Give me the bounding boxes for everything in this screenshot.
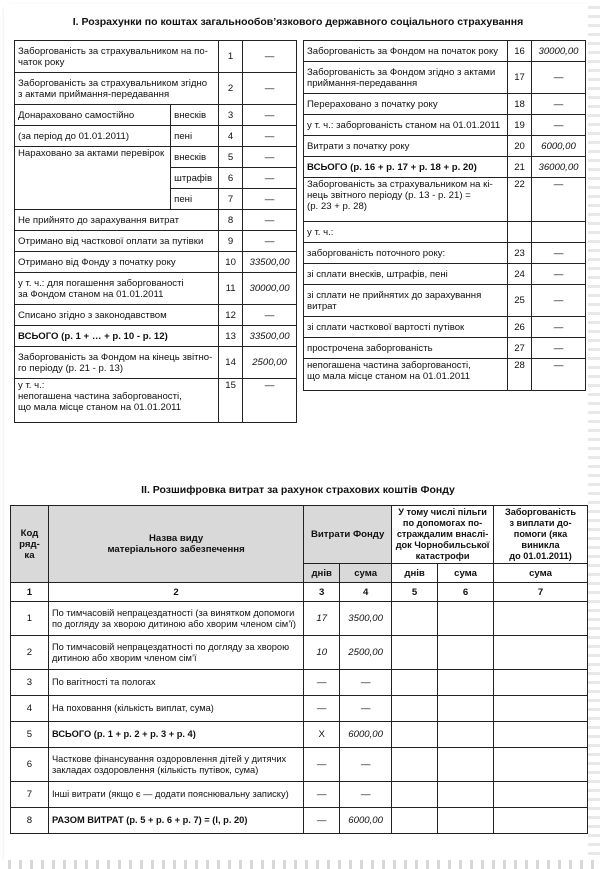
row-days: — [304, 748, 340, 782]
row-code: 4 [11, 696, 49, 722]
right-row-25 [304, 285, 586, 317]
row-label: у т. ч.: для погашення заборгованості за Фондом станом на 01.01.2011 [15, 273, 219, 305]
row-label: Заборгованість за страхувальником згідно з актами приймання-передавання [15, 73, 219, 105]
empty-cell [494, 602, 588, 636]
row-value: — [243, 305, 297, 326]
row-number: 10 [219, 252, 243, 273]
empty-cell [494, 782, 588, 808]
row-value: — [243, 168, 297, 189]
header-sum2: сума [438, 564, 494, 583]
row-number: 8 [219, 210, 243, 231]
row-value: — [532, 62, 586, 94]
row-value: — [532, 178, 586, 222]
empty-cell [392, 636, 438, 670]
row-label: Перераховано з початку року [304, 94, 508, 115]
empty-cell [494, 722, 588, 748]
empty-cell [438, 808, 494, 834]
row-number: 1 [219, 41, 243, 73]
row-value: — [243, 126, 297, 147]
row-number: 23 [508, 243, 532, 264]
empty-cell [392, 808, 438, 834]
row-number: 5 [219, 147, 243, 168]
header-sum: сума [340, 564, 392, 583]
row-number: 18 [508, 94, 532, 115]
row-number: 14 [219, 347, 243, 379]
row-label: Витрати з початку року [304, 136, 508, 157]
right-row-28 [304, 359, 586, 391]
empty-cell [438, 602, 494, 636]
row-value: — [243, 189, 297, 210]
row-label: прострочена заборгованість [304, 338, 508, 359]
expense-row-3 [11, 670, 588, 696]
left-row-14 [15, 347, 297, 379]
right-row-23 [304, 243, 586, 264]
row-days: 10 [304, 636, 340, 670]
empty-cell [392, 670, 438, 696]
column-number: 2 [48, 583, 303, 602]
row-label: у т. ч.: непогашена частина заборгованості, що мала місце станом на 01.01.2011 [15, 379, 219, 423]
row-sublabel: пені [171, 126, 219, 147]
row-label: зі сплати часткової вартості путівок [304, 317, 508, 338]
column-number: 1 [11, 583, 49, 602]
row-name: РАЗОМ ВИТРАТ (р. 5 + р. 6 + р. 7) = (І, р. 20) [48, 808, 303, 834]
row-label: Заборгованість за страхувальником на по- чаток року [15, 41, 219, 73]
row-label: Заборгованість за Фондом на кінець звітно- го періоду (р. 21 - р. 13) [15, 347, 219, 379]
row-code: 7 [11, 782, 49, 808]
empty-cell [392, 748, 438, 782]
row-code: 1 [11, 602, 49, 636]
row-sublabel: штрафів [171, 168, 219, 189]
header-fund: Витрати Фонду [304, 506, 392, 564]
row-sublabel: внесків [171, 147, 219, 168]
row-value [532, 222, 586, 243]
row-label: у т. ч.: [304, 222, 508, 243]
row-value: — [532, 317, 586, 338]
row-value: — [532, 94, 586, 115]
row-value: — [243, 379, 297, 423]
header-days2: днів [392, 564, 438, 583]
row-name: По тимчасовій непрацездатності (за винятком допомоги по догляду за хворою дитиною або хворим членом сім’ї) [48, 602, 303, 636]
header-days: днів [304, 564, 340, 583]
row-label: Заборгованість за Фондом на початок року [304, 41, 508, 62]
empty-cell [438, 696, 494, 722]
header-debt: Заборгованість з виплати до- помоги (яка виникла до 01.01.2011) [494, 506, 588, 564]
torn-edge-right [588, 0, 600, 869]
row-label: Не прийнято до зарахування витрат [15, 210, 219, 231]
empty-cell [392, 602, 438, 636]
row-label: Отримано від часткової оплати за путівки [15, 231, 219, 252]
row-value: — [243, 210, 297, 231]
row-number: 15 [219, 379, 243, 423]
section2-table [10, 505, 588, 834]
row-value: — [532, 264, 586, 285]
row-days: — [304, 696, 340, 722]
left-row-9 [15, 231, 297, 252]
row-label: Нараховано за актами перевірок [15, 147, 171, 210]
header-name: Назва виду матеріального забезпечення [48, 506, 303, 583]
column-number: 7 [494, 583, 588, 602]
row-number [508, 222, 532, 243]
row-value: 30000,00 [532, 41, 586, 62]
row-code: 2 [11, 636, 49, 670]
right-row-18 [304, 94, 586, 115]
row-number: 21 [508, 157, 532, 178]
row-number: 24 [508, 264, 532, 285]
column-number: 4 [340, 583, 392, 602]
expense-row-2 [11, 636, 588, 670]
row-value: 2500,00 [243, 347, 297, 379]
left-row-1 [15, 41, 297, 73]
expense-row-5 [11, 722, 588, 748]
row-days: — [304, 670, 340, 696]
right-row-27 [304, 338, 586, 359]
left-row-2 [15, 73, 297, 105]
row-days: 17 [304, 602, 340, 636]
empty-cell [494, 696, 588, 722]
left-row-8 [15, 210, 297, 231]
empty-cell [494, 670, 588, 696]
row-value: — [532, 115, 586, 136]
row-label: у т. ч.: заборгованість станом на 01.01.2011 [304, 115, 508, 136]
header-code: Код ряд- ка [11, 506, 49, 583]
left-row-3 [15, 105, 297, 126]
empty-cell [392, 722, 438, 748]
expense-row-6 [11, 748, 588, 782]
row-name: На поховання (кількість виплат, сума) [48, 696, 303, 722]
empty-cell [494, 636, 588, 670]
row-sublabel: внесків [171, 105, 219, 126]
row-number: 12 [219, 305, 243, 326]
row-number: 7 [219, 189, 243, 210]
row-number: 17 [508, 62, 532, 94]
row-name: По вагітності та пологах [48, 670, 303, 696]
row-value: — [243, 41, 297, 73]
row-value: 33500,00 [243, 326, 297, 347]
row-label: Отримано від Фонду з початку року [15, 252, 219, 273]
row-number: 11 [219, 273, 243, 305]
column-number: 3 [304, 583, 340, 602]
row-sum: 6000,00 [340, 722, 392, 748]
row-label: зі сплати не прийнятих до зарахування витрат [304, 285, 508, 317]
row-label: непогашена частина заборгованості, що мала місце станом на 01.01.2011 [304, 359, 508, 391]
row-value: 30000,00 [243, 273, 297, 305]
row-value: 36000,00 [532, 157, 586, 178]
row-number: 16 [508, 41, 532, 62]
empty-cell [494, 808, 588, 834]
row-value: 6000,00 [532, 136, 586, 157]
left-row-12 [15, 305, 297, 326]
row-number: 26 [508, 317, 532, 338]
right-row-22 [304, 178, 586, 222]
torn-edge-bottom [0, 860, 600, 869]
row-label: Списано згідно з законодавством [15, 305, 219, 326]
row-label: Заборгованість за Фондом згідно з актами приймання-передавання [304, 62, 508, 94]
row-number: 2 [219, 73, 243, 105]
row-value: — [532, 338, 586, 359]
row-number: 27 [508, 338, 532, 359]
row-label: Донараховано самостійно [15, 105, 171, 126]
row-days: Х [304, 722, 340, 748]
empty-cell [392, 696, 438, 722]
row-value: — [243, 105, 297, 126]
right-row-incl [304, 222, 586, 243]
row-number: 6 [219, 168, 243, 189]
header-sum3: сума [494, 564, 588, 583]
column-number: 5 [392, 583, 438, 602]
left-row-4 [15, 126, 297, 147]
header-chernobyl: У тому числі пільги по допомогах по- страждалим внаслі- док Чорнобильської катастрофи [392, 506, 494, 564]
row-sum: 6000,00 [340, 808, 392, 834]
right-row-24 [304, 264, 586, 285]
row-label: Заборгованість за страхувальником на кі- нець звітного періоду (р. 13 - р. 21) = (р. 23 + р. 28) [304, 178, 508, 222]
row-number: 22 [508, 178, 532, 222]
row-days: — [304, 808, 340, 834]
row-number: 25 [508, 285, 532, 317]
row-number: 19 [508, 115, 532, 136]
right-row-17 [304, 62, 586, 94]
row-value: — [532, 285, 586, 317]
empty-cell [392, 782, 438, 808]
row-sum: — [340, 670, 392, 696]
left-row-5 [15, 147, 297, 168]
empty-cell [438, 636, 494, 670]
row-value: — [243, 73, 297, 105]
row-name: ВСЬОГО (р. 1 + р. 2 + р. 3 + р. 4) [48, 722, 303, 748]
row-number: 28 [508, 359, 532, 391]
expense-row-1 [11, 602, 588, 636]
section1-title: І. Розрахунки по коштах загальнообов’язкового державного соціального страхування [72, 16, 524, 28]
row-number: 3 [219, 105, 243, 126]
row-sum: — [340, 748, 392, 782]
row-number: 13 [219, 326, 243, 347]
expense-row-8 [11, 808, 588, 834]
row-code: 5 [11, 722, 49, 748]
row-label: (за період до 01.01.2011) [15, 126, 171, 147]
right-row-20 [304, 136, 586, 157]
row-code: 8 [11, 808, 49, 834]
row-sum: — [340, 696, 392, 722]
row-number: 9 [219, 231, 243, 252]
row-name: По тимчасовій непрацездатності по догляду за хворою дитиною або хворим членом сім’ї [48, 636, 303, 670]
row-label: зі сплати внесків, штрафів, пені [304, 264, 508, 285]
row-value: — [243, 147, 297, 168]
row-code: 6 [11, 748, 49, 782]
row-value: — [532, 359, 586, 391]
section2-title: ІІ. Розшифровка витрат за рахунок страхових коштів Фонду [141, 484, 455, 496]
column-number: 6 [438, 583, 494, 602]
row-sum: 2500,00 [340, 636, 392, 670]
left-row-15 [15, 379, 297, 423]
right-row-26 [304, 317, 586, 338]
row-number: 4 [219, 126, 243, 147]
right-row-19 [304, 115, 586, 136]
row-label: ВСЬОГО (р. 1 + … + р. 10 - р. 12) [15, 326, 219, 347]
right-row-21 [304, 157, 586, 178]
row-number: 20 [508, 136, 532, 157]
row-label: заборгованість поточного року: [304, 243, 508, 264]
empty-cell [438, 670, 494, 696]
row-value: — [243, 231, 297, 252]
empty-cell [438, 782, 494, 808]
section1-left-table [14, 40, 297, 423]
row-days: — [304, 782, 340, 808]
row-code: 3 [11, 670, 49, 696]
empty-cell [438, 722, 494, 748]
left-row-11 [15, 273, 297, 305]
expense-row-7 [11, 782, 588, 808]
row-sum: — [340, 782, 392, 808]
row-value: — [532, 243, 586, 264]
row-name: Інші витрати (якщо є — додати пояснювальну записку) [48, 782, 303, 808]
empty-cell [494, 748, 588, 782]
empty-cell [438, 748, 494, 782]
row-sum: 3500,00 [340, 602, 392, 636]
section1-right-table [303, 40, 586, 391]
expense-row-4 [11, 696, 588, 722]
left-row-13 [15, 326, 297, 347]
right-row-16 [304, 41, 586, 62]
left-row-10 [15, 252, 297, 273]
row-name: Часткове фінансування оздоровлення дітей у дитячих закладах оздоровлення (кількість путівок, сума) [48, 748, 303, 782]
row-sublabel: пені [171, 189, 219, 210]
row-label: ВСЬОГО (р. 16 + р. 17 + р. 18 + р. 20) [304, 157, 508, 178]
row-value: 33500,00 [243, 252, 297, 273]
